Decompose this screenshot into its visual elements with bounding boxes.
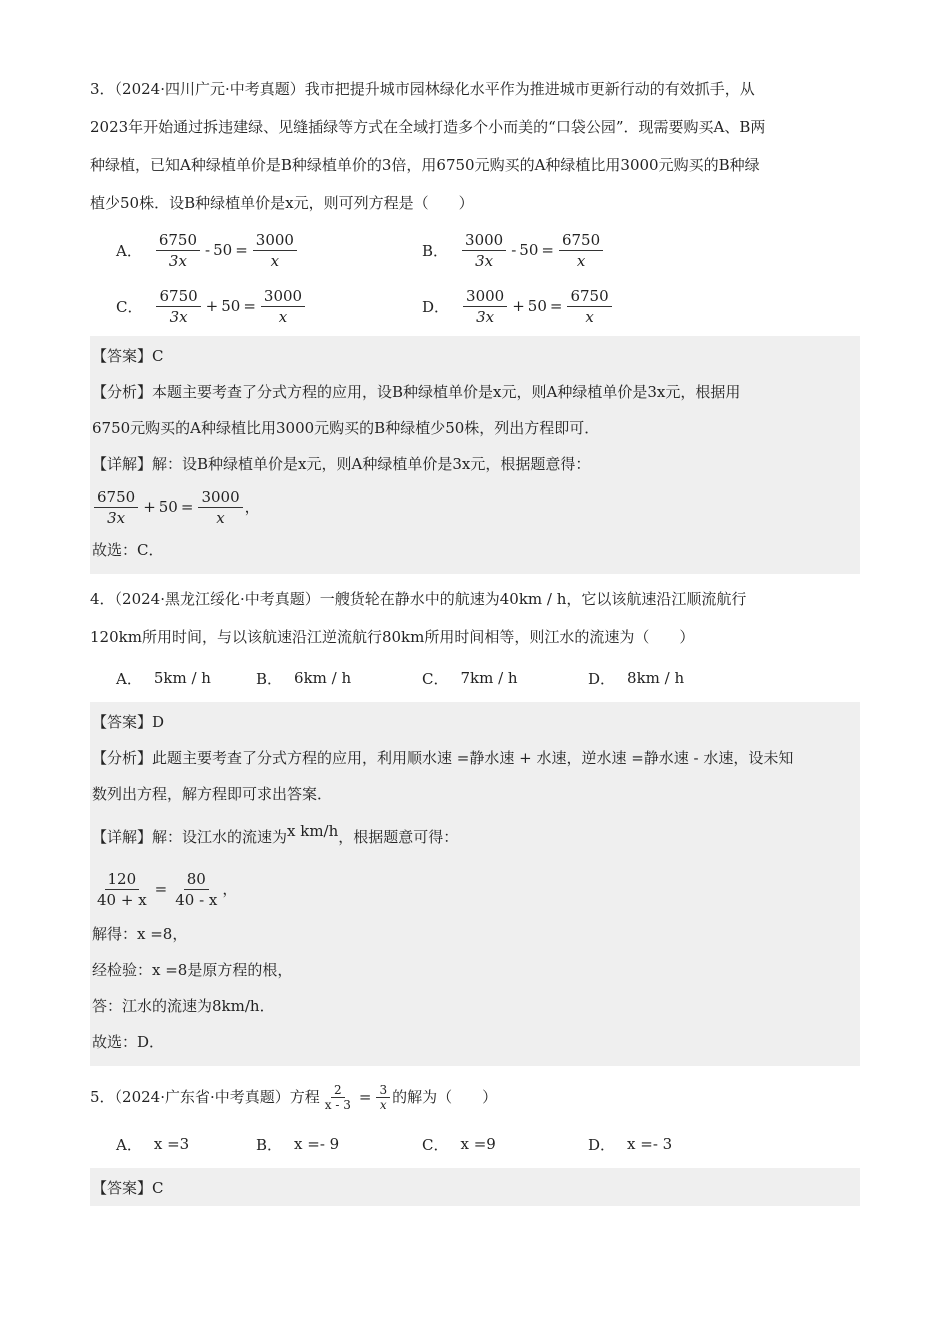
answer-text: 【答案】D: [92, 713, 165, 731]
question-text-line: 植少50株．设B种绿植单价是x元，则可列方程是（ ）: [90, 194, 474, 212]
equation: $\frac{120}{40 + x}$ = $\frac{80}{40 - x}$ ，: [97, 869, 238, 909]
detail-text: 【详解】解：设江水的流速为 x km/h ，根据题意可得：: [92, 822, 459, 846]
option-row: [90, 222, 860, 278]
question-text-line: 3．（2024·四川广元·中考真题）我市把提升城市园林绿化水平作为推进城市更新行动的有效抓手，从: [90, 80, 755, 98]
option-c: C． $\frac{6750}{3x}$ + 50 = $\frac{3000}{x}$: [116, 278, 307, 334]
option-d: D． x =- 3: [588, 1135, 673, 1154]
option-b: B． x =- 9: [256, 1135, 340, 1154]
option-c: C． x =9: [422, 1135, 496, 1154]
question-text-line: 4．（2024·黑龙江绥化·中考真题）一艘货轮在静水中的航速为40km / h，它以该航速沿江顺流航行: [90, 590, 747, 608]
answer-box: [90, 1168, 860, 1206]
question-3: [90, 70, 860, 574]
analysis-text: 6750元购买的A种绿植比用3000元购买的B种绿植少50株，列出方程即可．: [92, 419, 600, 437]
question-text-line: 种绿植，已知A种绿植单价是B种绿植单价的3倍，用6750元购买的A种绿植比用3000元购买的B种绿: [90, 156, 760, 174]
analysis-text: 数列出方程，解方程即可求出答案．: [92, 785, 333, 803]
question-5: [90, 1072, 860, 1206]
option-c: C． 7km / h: [422, 669, 518, 688]
answer-box: [90, 702, 860, 1066]
equation: $\frac{6750}{3x}$ + 50 = $\frac{3000}{x}$ ，: [92, 482, 860, 532]
option-d: D． 8km / h: [588, 669, 685, 688]
option-row: [90, 656, 860, 700]
option-a: A． $\frac{6750}{3x}$ - 50 = $\frac{3000}{x}$: [116, 222, 299, 278]
choice-text: 故选：C．: [92, 541, 164, 559]
option-d: D． $\frac{3000}{3x}$ + 50 = $\frac{6750}{x}$: [422, 278, 614, 334]
option-row: [90, 278, 860, 334]
check-text: 经检验：x =8是原方程的根，: [92, 961, 293, 979]
detail-text: 【详解】解：设B种绿植单价是x元，则A种绿植单价是3x元，根据题意得：: [92, 455, 591, 473]
question-text-line: 2023年开始通过拆违建绿、见缝插绿等方式在全域打造多个小而美的“口袋公园”．现需要购买A、B两: [90, 118, 766, 136]
reply-text: 答：江水的流速为8km/h．: [92, 997, 275, 1015]
document-page: [90, 70, 860, 1212]
option-row: [90, 1122, 860, 1166]
analysis-text: 【分析】此题主要考查了分式方程的应用，利用顺水速 =静水速 + 水速，逆水速 =静水速 - 水速，设未知: [92, 749, 794, 767]
choice-text: 故选：D．: [92, 1033, 165, 1051]
option-b: B． 6km / h: [256, 669, 352, 688]
option-a: A． x =3: [116, 1135, 190, 1154]
option-a: A． 5km / h: [116, 669, 211, 688]
answer-box: [90, 336, 860, 574]
answer-text: 【答案】C: [92, 1179, 164, 1197]
analysis-text: 【分析】本题主要考查了分式方程的应用，设B种绿植单价是x元，则A种绿植单价是3x元，根据用: [92, 383, 741, 401]
question-4: [90, 580, 860, 1066]
question-text-line: 5．（2024·广东省·中考真题）方程 $\frac{2}{x - 3}$ = $\frac{3}{x}$ 的解为（ ）: [90, 1082, 498, 1112]
solve-text: 解得：x =8，: [92, 925, 188, 943]
question-text-line: 120km所用时间，与以该航速沿江逆流航行80km所用时间相等，则江水的流速为（ ）: [90, 628, 695, 646]
option-b: B． $\frac{3000}{3x}$ - 50 = $\frac{6750}{x}$: [422, 222, 605, 278]
answer-text: 【答案】C: [92, 347, 164, 365]
